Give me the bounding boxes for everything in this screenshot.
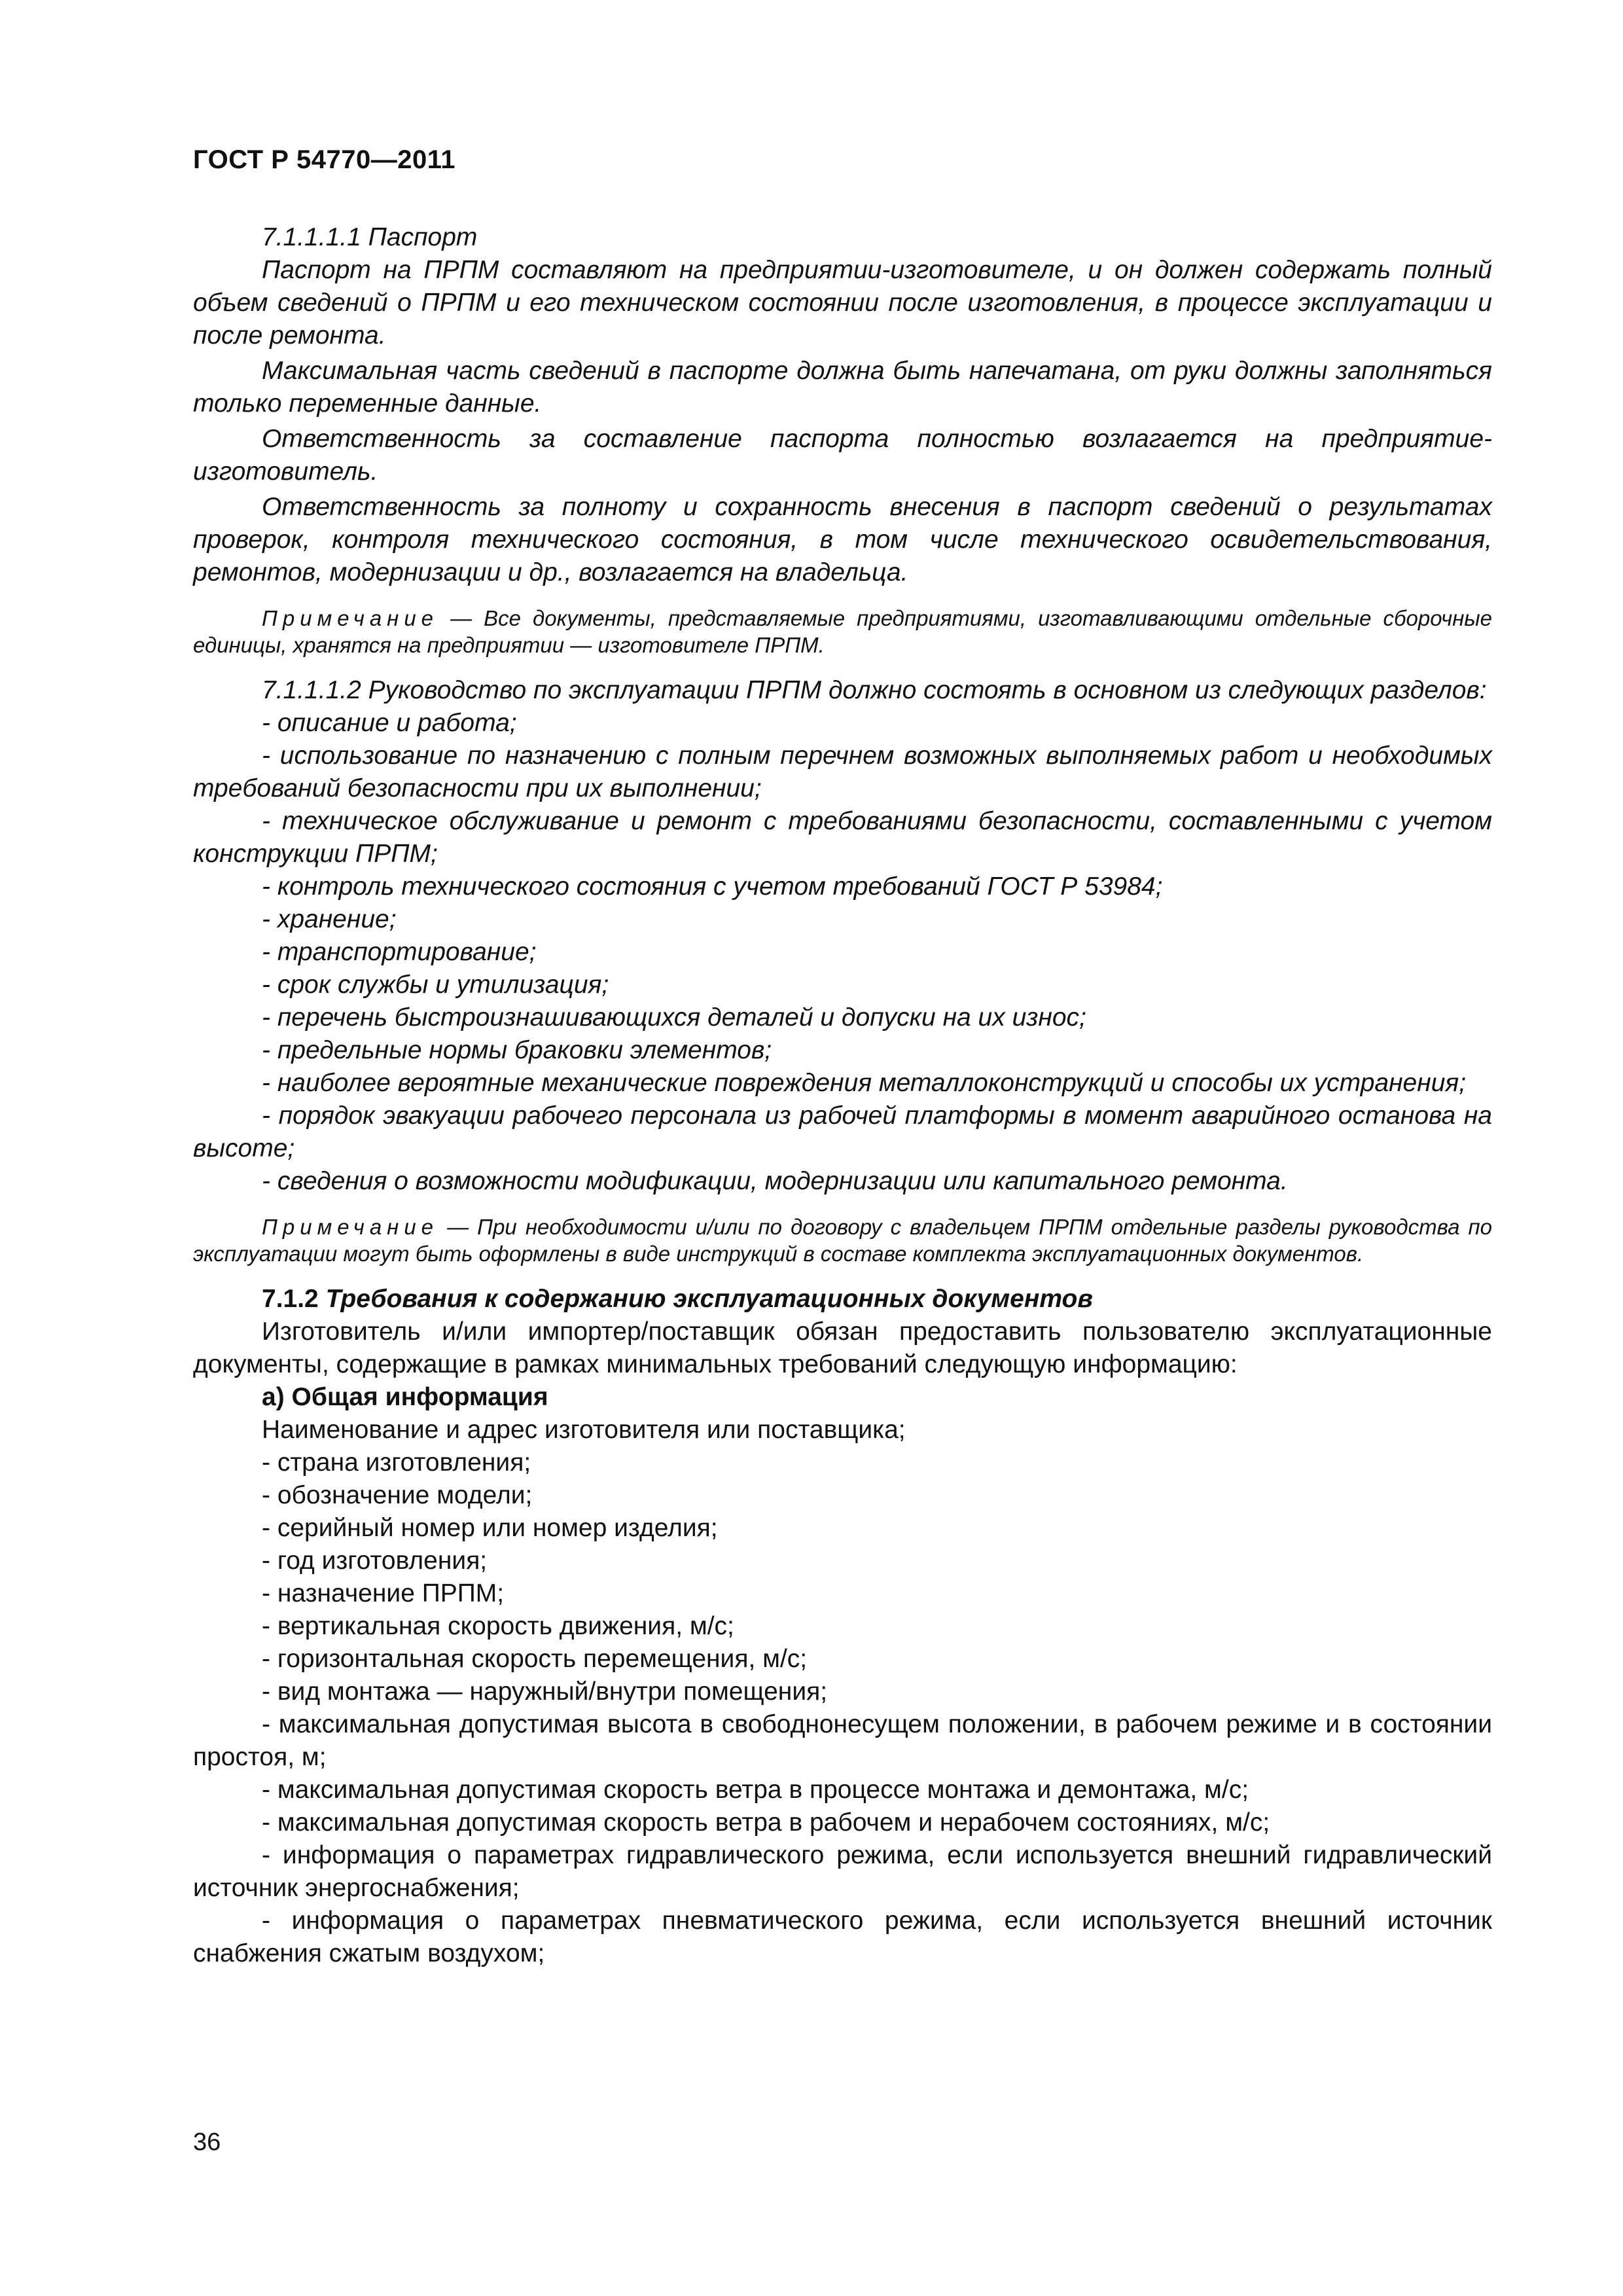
paragraph: Ответственность за составление паспорта полностью возлагается на предприятие-изготовитель. (193, 425, 1492, 486)
section-712-intro: Изготовитель и/или импортер/поставщик обязан предоставить пользователю эксплуатационные документы, содержащие в рамках минимальных требований следующую информацию: (193, 1318, 1492, 1378)
manual-intro: 7.1.1.1.2 Руководство по эксплуатации ПРПМ должно состоять в основном из следующих разделов: (262, 676, 1487, 704)
list-item: - вид монтажа — наружный/внутри помещения; (262, 1677, 828, 1706)
list-item: - серийный номер или номер изделия; (262, 1514, 718, 1542)
note-passport (193, 605, 1492, 658)
section-title: Требования к содержанию эксплуатационных документов (325, 1285, 1093, 1313)
list-item: - максимальная допустимая высота в свободнонесущем положении, в рабочем режиме и в состоянии простоя, м; (193, 1710, 1492, 1771)
note-manual (193, 1213, 1492, 1267)
list-item: - горизонтальная скорость перемещения, м/с; (262, 1645, 808, 1673)
page-number: 36 (193, 2128, 221, 2156)
list-item: - информация о параметрах пневматического режима, если используется внешний источник снабжения сжатым воздухом; (193, 1907, 1492, 1967)
list-item: - техническое обслуживание и ремонт с требованиями безопасности, составленными с учетом конструкции ПРПМ; (193, 807, 1492, 868)
note-text: — Все документы, представляемые предприятиями, изготавливающими отдельные сборочные единицы, хранятся на предприятии — изготовителе ПРПМ. (193, 606, 1492, 657)
note-text: — При необходимости и/или по договору с владельцем ПРПМ отдельные разделы руководства по эксплуатации могут быть оформлены в виде инструкций в составе комплекта эксплуатационных документов. (193, 1215, 1492, 1266)
list-item: - максимальная допустимая скорость ветра в рабочем и нерабочем состояниях, м/с; (262, 1808, 1270, 1837)
list-item: - страна изготовления; (262, 1448, 531, 1477)
list-item: - наиболее вероятные механические повреждения металлоконструкций и способы их устранения; (262, 1069, 1467, 1097)
paragraph: Максимальная часть сведений в паспорте должна быть напечатана, от руки должны заполняться только переменные данные. (193, 357, 1492, 418)
list-item: - вертикальная скорость движения, м/с; (262, 1612, 734, 1640)
list-item: - информация о параметрах гидравлического режима, если используется внешний гидравлический источник энергоснабжения; (193, 1841, 1492, 1902)
paragraph: Ответственность за полноту и сохранность внесения в паспорт сведений о результатах проверок, контроля технического состояния, в том числе технического освидетельствования, ремонтов, модернизации и др., возлагается на владельца. (193, 493, 1492, 586)
list-item: - назначение ПРПМ; (262, 1579, 505, 1607)
list-item: - использование по назначению с полным перечнем возможных выполняемых работ и необходимых требований безопасности при их выполнении; (193, 742, 1492, 802)
subheading-general-info: а) Общая информация (262, 1383, 548, 1411)
document-header: ГОСТ Р 54770—2011 (193, 145, 455, 174)
list-item: - хранение; (262, 905, 397, 933)
paragraph: Паспорт на ПРПМ составляют на предприятии-изготовителе, и он должен содержать полный объем сведений о ПРПМ и его техническом состоянии после изготовления, в процессе эксплуатации и после ремонта. (193, 256, 1492, 350)
list-item: - контроль технического состояния с учетом требований ГОСТ Р 53984; (262, 872, 1163, 901)
list-item: - транспортирование; (262, 938, 537, 966)
note-label: Примечание (262, 1215, 439, 1239)
note-label: Примечание (262, 606, 439, 630)
list-item: - год изготовления; (262, 1547, 488, 1575)
list-item: - сведения о возможности модификации, модернизации или капитального ремонта. (262, 1167, 1288, 1195)
list-item: - предельные нормы браковки элементов; (262, 1036, 772, 1064)
list-item: - максимальная допустимая скорость ветра в процессе монтажа и демонтажа, м/с; (262, 1776, 1249, 1804)
list-item: - порядок эвакуации рабочего персонала из рабочей платформы в момент аварийного останова на высоте; (193, 1102, 1492, 1162)
list-item: - перечень быстроизнашивающихся деталей и допуски на их износ; (262, 1003, 1086, 1031)
document-body (193, 221, 1492, 1970)
section-heading-712 (193, 1283, 1492, 1316)
heading-passport: 7.1.1.1.1 Паспорт (262, 223, 478, 251)
list-item: - обозначение модели; (262, 1481, 533, 1509)
section-number: 7.1.2 (262, 1285, 319, 1313)
list-item: - описание и работа; (262, 709, 517, 737)
list-item: Наименование и адрес изготовителя или поставщика; (262, 1416, 906, 1444)
list-item: - срок службы и утилизация; (262, 971, 609, 999)
